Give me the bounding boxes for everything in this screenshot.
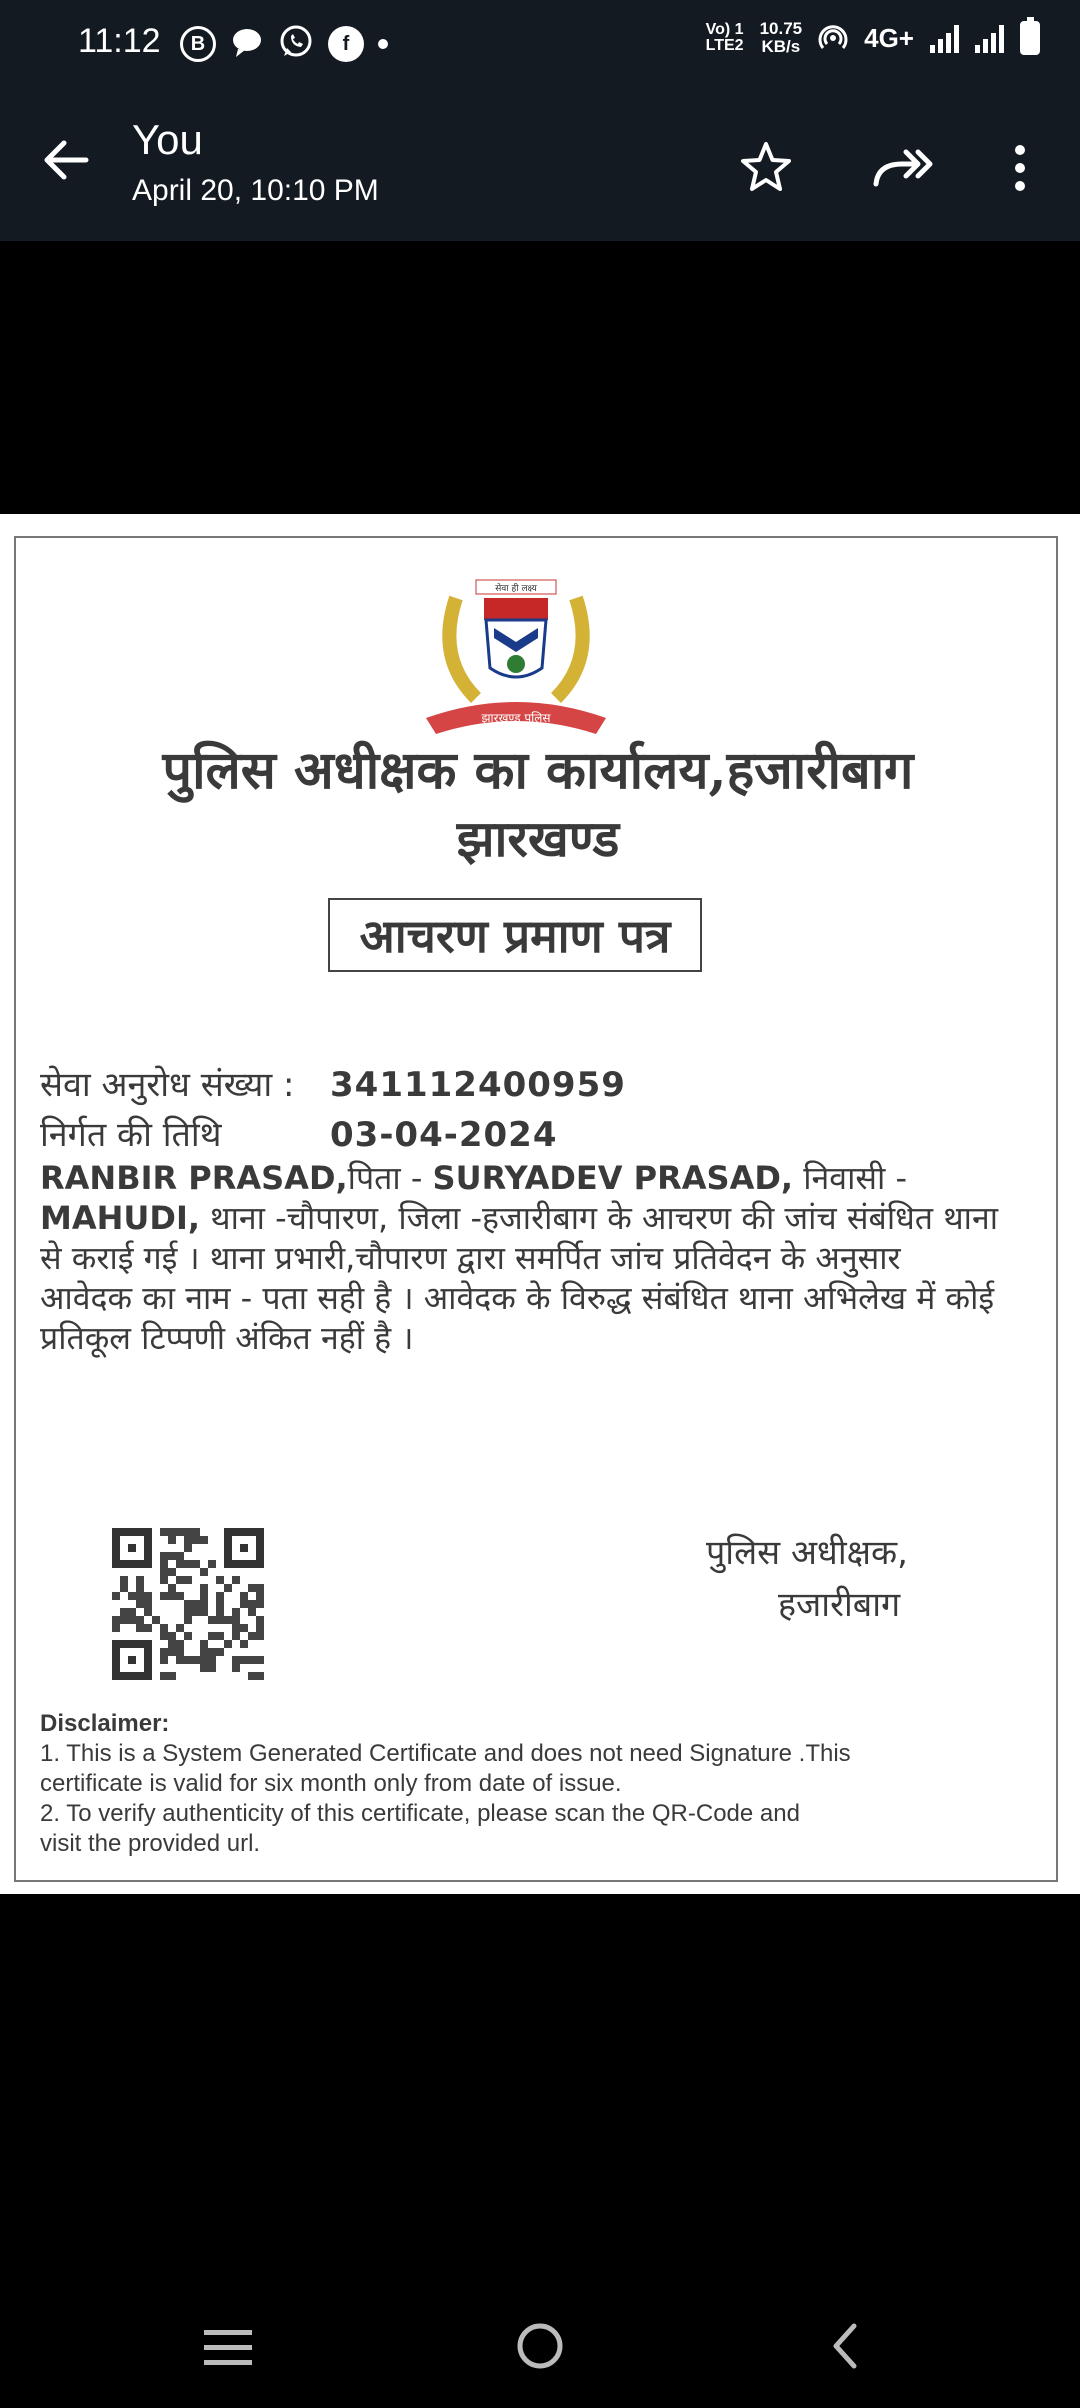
media-image[interactable] (0, 514, 1080, 1894)
facebook-icon: f (328, 26, 364, 62)
home-button[interactable] (514, 2320, 566, 2372)
disclaimer-line-1a: 1. This is a System Generated Certificate and does not need Signature .This (40, 1740, 851, 1767)
speed-value: 10.75 (759, 19, 803, 38)
signatory-title: पुलिस अधीक्षक, (706, 1533, 908, 1573)
speed-unit: KB/s (761, 37, 801, 56)
body-pita: पिता - (347, 1159, 433, 1197)
volte-line2: LTE2 (705, 37, 744, 54)
b-circle-icon: B (180, 26, 216, 62)
network-speed (760, 20, 803, 56)
signal-2-icon (975, 23, 1004, 53)
star-button[interactable] (736, 138, 796, 198)
star-icon (736, 138, 796, 198)
state-heading: झारखण्ड (456, 809, 620, 868)
service-number-label: सेवा अनुरोध संख्या : (40, 1065, 295, 1105)
back-icon (826, 2320, 866, 2372)
body-rest: थाना -चौपारण, जिला -हजारीबाग के आचरण की जांच संबंधित थाना से कराई गई । थाना प्रभारी,चौपारण द्वारा समर्पित जांच प्रतिवेदन के अनुसार आवेदक का नाम - पता सही है । आवेदक के विरुद्ध संबंधित थाना अभिलेख में कोई प्रतिकूल टिप्पणी अंकित नहीं है । (40, 1199, 998, 1357)
recent-apps-button[interactable] (202, 2326, 254, 2370)
forward-icon (868, 138, 936, 198)
recent-apps-icon (202, 2326, 254, 2370)
disclaimer-line-1b: certificate is valid for six month only from date of issue. (40, 1770, 622, 1797)
office-heading: पुलिस अधीक्षक का कार्यालय,हजारीबाग (162, 740, 914, 801)
disclaimer-line-2a: 2. To verify authenticity of this certificate, please scan the QR-Code and (40, 1800, 800, 1827)
battery-icon (1020, 21, 1040, 55)
certificate (14, 536, 1058, 1882)
status-time: 11:12 (78, 22, 161, 60)
navigation-bar (0, 2290, 1080, 2408)
hotspot-icon (818, 21, 848, 56)
qr-code (112, 1528, 264, 1680)
disclaimer-title: Disclaimer: (40, 1710, 170, 1737)
volte-line1: Vo) 1 (705, 21, 744, 38)
arrow-left-icon (36, 130, 96, 190)
forward-button[interactable] (868, 138, 936, 198)
sender-name: You (132, 116, 203, 163)
applicant-name: RANBIR PRASAD, (40, 1159, 348, 1197)
back-button[interactable] (36, 130, 96, 190)
status-bar (0, 0, 1080, 88)
disclaimer-line-2b: visit the provided url. (40, 1830, 261, 1857)
notification-icons (180, 24, 388, 64)
service-number-row (40, 1060, 626, 1106)
certificate-body (40, 1158, 1000, 1358)
signatory-place: हजारीबाग (778, 1585, 901, 1625)
more-vert-icon (1000, 138, 1040, 198)
village-name: MAHUDI, (40, 1199, 200, 1237)
whatsapp-icon (278, 24, 314, 64)
father-name: SURYADEV PRASAD, (432, 1159, 794, 1197)
sent-timestamp: April 20, 10:10 PM (132, 174, 379, 207)
certificate-title: आचरण प्रमाण पत्र (328, 898, 702, 972)
chat-bubble-icon (230, 25, 264, 63)
app-bar (0, 88, 1080, 241)
signal-1-icon (930, 23, 959, 53)
issue-date-label: निर्गत की तिथि (40, 1115, 222, 1155)
emblem-ribbon: झारखण्ड पुलिस (481, 711, 551, 725)
issue-date-value: 03-04-2024 (330, 1115, 558, 1155)
more-options-button[interactable] (1000, 138, 1040, 198)
network-type: 4G+ (864, 22, 914, 53)
body-nivasi: निवासी - (793, 1159, 908, 1197)
emblem-motto: सेवा ही लक्ष्य (495, 584, 537, 594)
dot-icon (378, 39, 388, 49)
volte-indicator (706, 22, 744, 54)
home-icon (514, 2320, 566, 2372)
issue-date-row (40, 1110, 557, 1156)
service-number-value: 341112400959 (330, 1065, 626, 1105)
system-status (706, 20, 1040, 56)
nav-back-button[interactable] (826, 2320, 866, 2372)
